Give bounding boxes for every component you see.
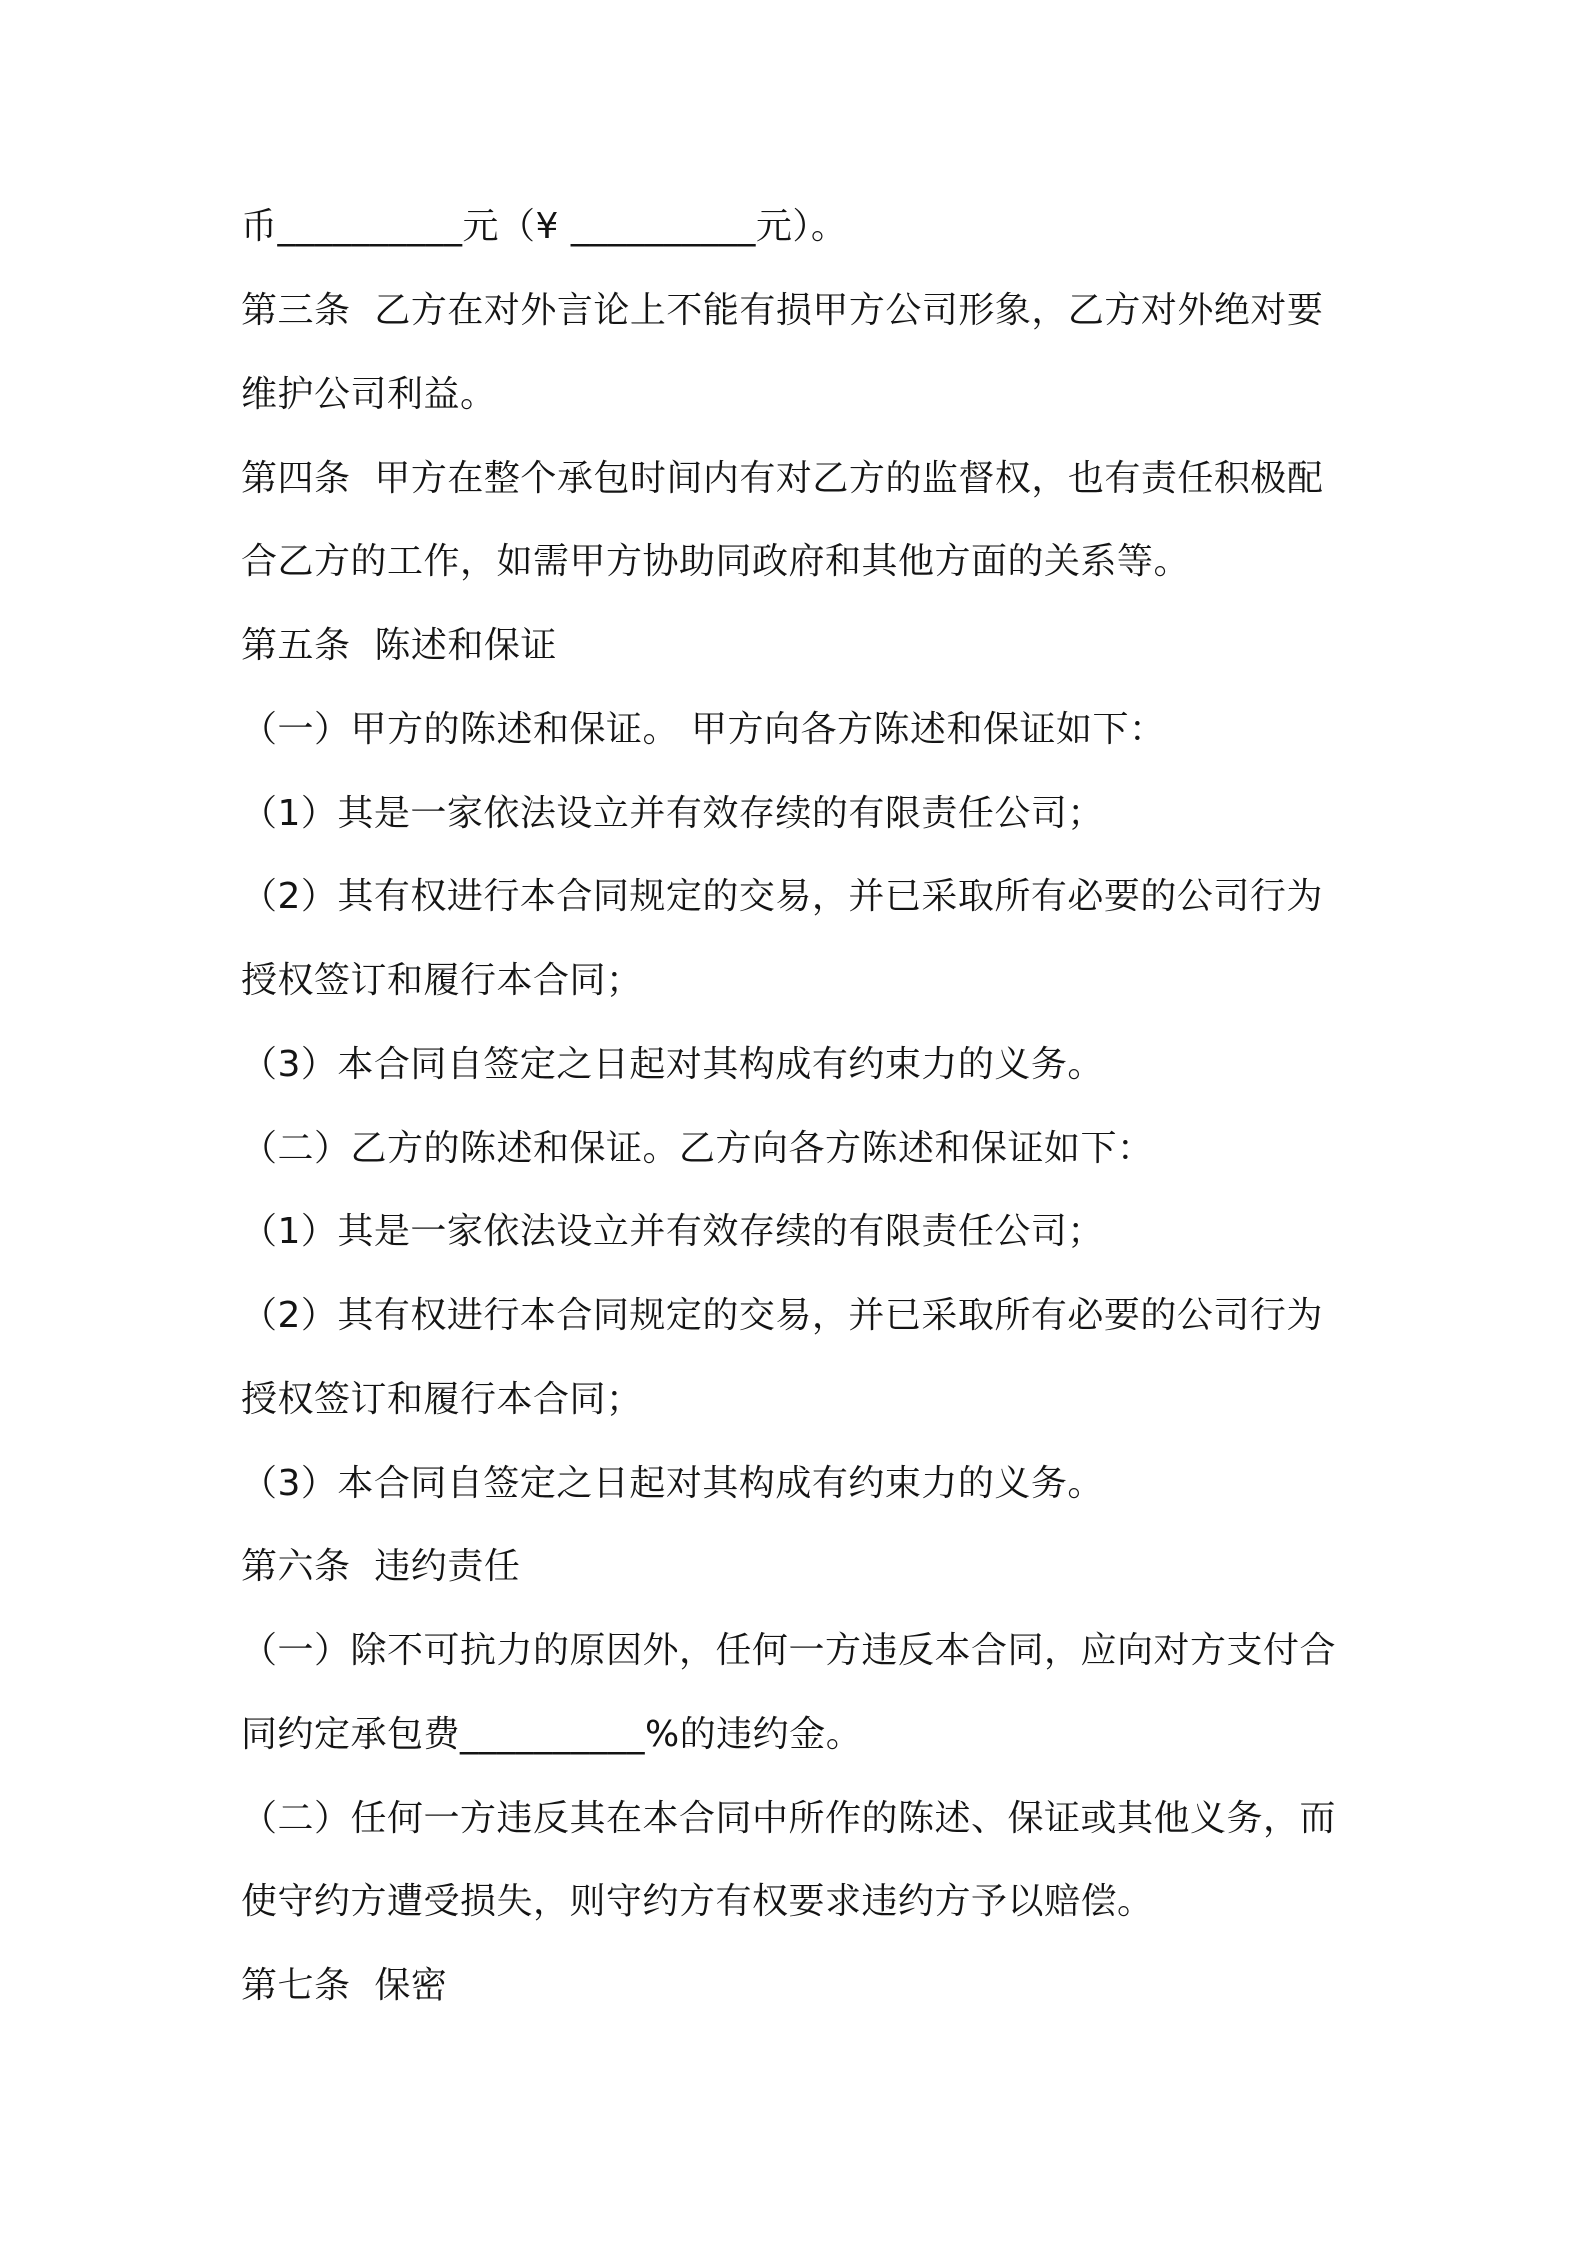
text-line: （2）其有权进行本合同规定的交易，并已采取所有必要的公司行为 bbox=[241, 876, 1323, 917]
text-line-article-4: 第四条 甲方在整个承包时间内有对乙方的监督权，也有责任积极配 bbox=[241, 458, 1324, 499]
text-line: （1）其是一家依法设立并有效存续的有限责任公司； bbox=[241, 793, 1104, 834]
text-line: （二）任何一方违反其在本合同中所作的陈述、保证或其他义务，而 bbox=[241, 1798, 1337, 1839]
text-line: （二）乙方的陈述和保证。乙方向各方陈述和保证如下： bbox=[241, 1128, 1154, 1169]
text-line: 合乙方的工作，如需甲方协助同政府和其他方面的关系等。 bbox=[241, 541, 1191, 582]
text-line: （2）其有权进行本合同规定的交易，并已采取所有必要的公司行为 bbox=[241, 1295, 1323, 1336]
text-line: 授权签订和履行本合同； bbox=[241, 1379, 643, 1420]
text-line: （3）本合同自签定之日起对其构成有约束力的义务。 bbox=[241, 1463, 1104, 1504]
text-line: 同约定承包费__________%的违约金。 bbox=[241, 1714, 863, 1755]
text-line-article-6-heading: 第六条 违约责任 bbox=[241, 1546, 521, 1587]
text-line: （1）其是一家依法设立并有效存续的有限责任公司； bbox=[241, 1211, 1104, 1252]
text-line-article-5-heading: 第五条 陈述和保证 bbox=[241, 625, 557, 666]
text-line-article-7-heading: 第七条 保密 bbox=[241, 1965, 448, 2006]
text-line: （3）本合同自签定之日起对其构成有约束力的义务。 bbox=[241, 1044, 1104, 1085]
text-line: 维护公司利益。 bbox=[241, 374, 497, 415]
text-line-article-3: 第三条 乙方在对外言论上不能有损甲方公司形象，乙方对外绝对要 bbox=[241, 290, 1324, 331]
text-line: 授权签订和履行本合同； bbox=[241, 960, 643, 1001]
text-line: （一）甲方的陈述和保证。 甲方向各方陈述和保证如下： bbox=[241, 709, 1166, 750]
text-line: 使守约方遭受损失，则守约方有权要求违约方予以赔偿。 bbox=[241, 1881, 1154, 1922]
text-line-currency-amount: 币__________元（¥ __________元）。 bbox=[241, 206, 848, 247]
text-line: （一）除不可抗力的原因外，任何一方违反本合同，应向对方支付合 bbox=[241, 1630, 1337, 1671]
